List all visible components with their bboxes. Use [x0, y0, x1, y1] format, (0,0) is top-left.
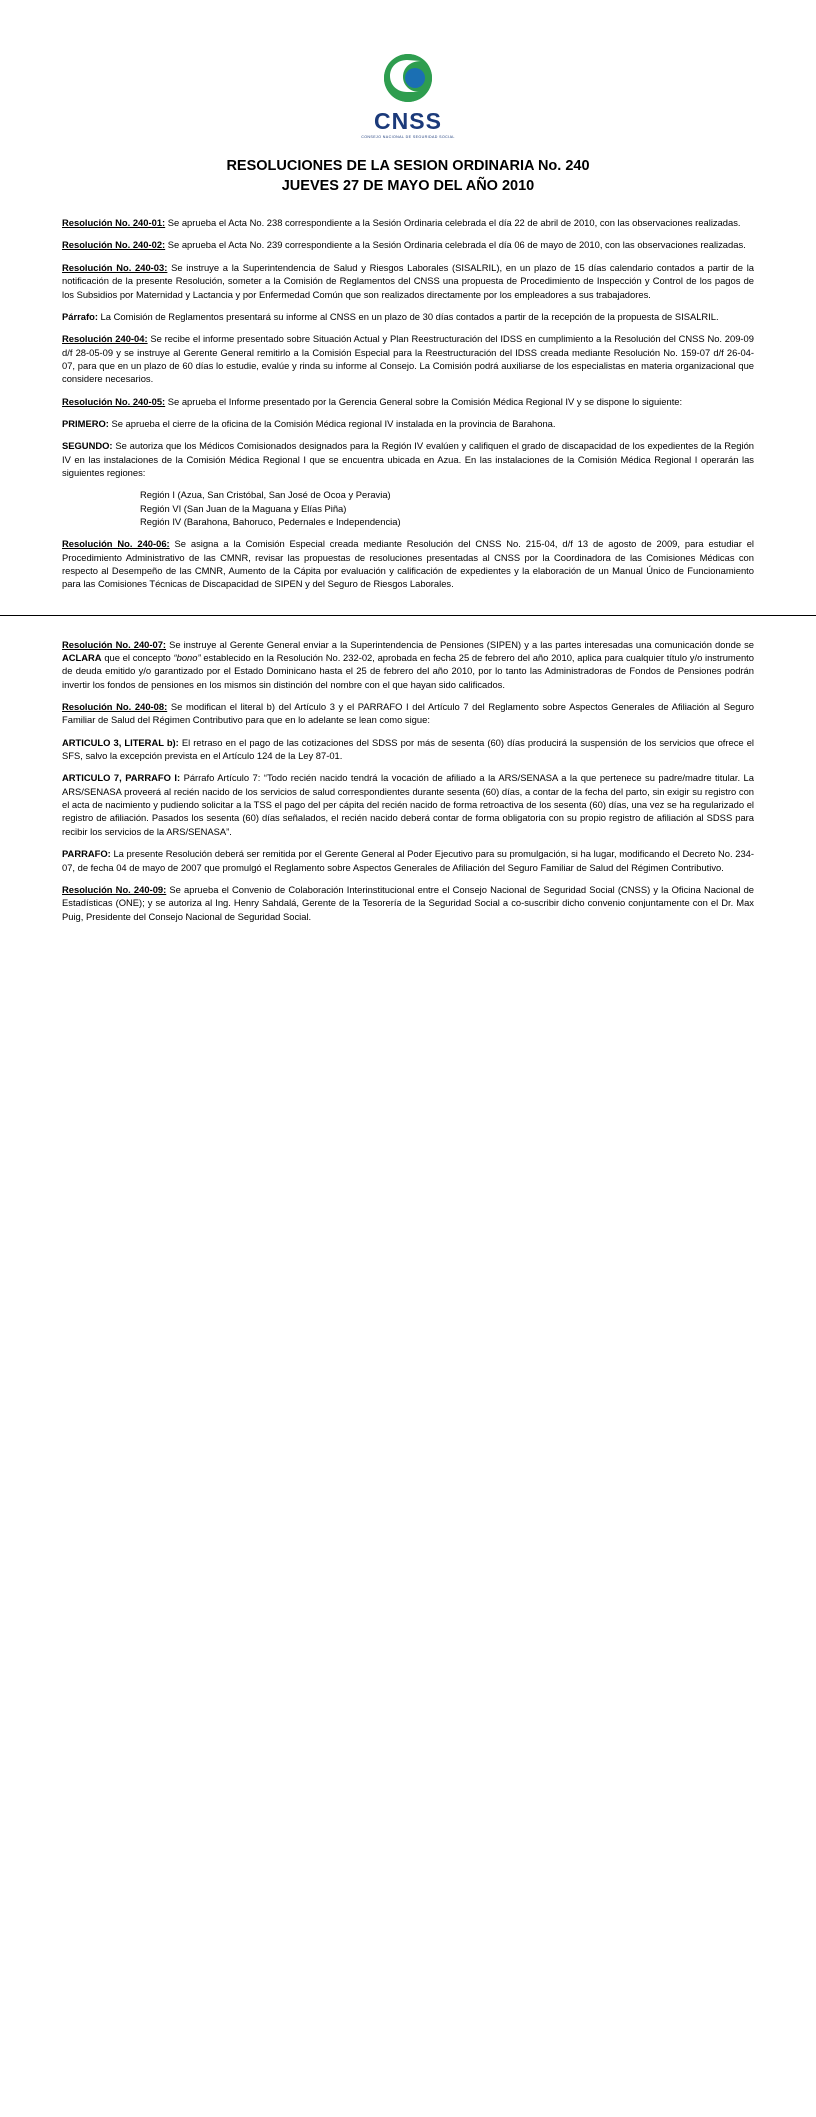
lead-parrafo-1: Párrafo:	[62, 310, 98, 322]
lead-primero: PRIMERO:	[62, 417, 109, 429]
lead-parrafo-2: PARRAFO:	[62, 848, 111, 860]
text-res-240-07-part3: establecido en la Resolución No. 232-02, aprobada en fecha 25 de febrero del año 2010, aplica para cualquier título y/o instrumento de deuda emitido y/o garantizado por el Estado Dominicano hasta el 25 de febrero del año 2010, por lo tanto las Administradoras de Fondos de Pensiones podrán invertir los fondos de pensiones en los mismos sin distinción del nombre con el que hayan sido calificados.	[62, 652, 754, 690]
paragraph-res-240-09	[62, 883, 754, 923]
document-sheet	[0, 0, 816, 591]
text-res-240-07-aclara: ACLARA	[62, 652, 102, 664]
paragraph-res-240-07	[62, 638, 754, 691]
text-res-240-08: Se modifican el literal b) del Artículo 3 y el PARRAFO I del Artículo 7 del Reglamento sobre Aspectos Generales de Afiliación al Seguro Familiar de Salud del Régimen Contributivo para que en lo adelante se lean como sigue:	[62, 701, 755, 726]
paragraph-parrafo-2	[62, 847, 754, 874]
text-res-240-02: Se aprueba el Acta No. 239 correspondiente a la Sesión Ordinaria celebrada el día 06 de mayo de 2010, con las observaciones realizadas.	[165, 239, 746, 251]
text-res-240-05: Se aprueba el Informe presentado por la Gerencia General sobre la Comisión Médica Regional IV y se dispone lo siguiente:	[165, 395, 683, 407]
logo-subtitle: CONSEJO NACIONAL DE SEGURIDAD SOCIAL	[361, 135, 455, 139]
region-item-1: Región I (Azua, San Cristóbal, San José de Ocoa y Peravia)	[140, 489, 391, 501]
text-segundo: Se autoriza que los Médicos Comisionados designados para la Región IV evalúen y califiquen el grado de discapacidad de los expedientes de la Región IV en las instalaciones de la Comisión Médica Regional I que se encuentra ubicada en Azua. En las instalaciones de la Comisión Médica Regional I operarán las siguientes regiones:	[62, 440, 754, 478]
paragraph-res-240-05	[62, 395, 754, 408]
page-title	[62, 157, 754, 196]
lead-res-240-03: Resolución No. 240-03:	[62, 261, 168, 273]
lead-res-240-04: Resolución 240-04:	[62, 333, 148, 345]
paragraph-res-240-06	[62, 537, 754, 590]
text-parrafo-2: La presente Resolución deberá ser remitida por el Gerente General al Poder Ejecutivo para su promulgación, si ha lugar, modificando el Decreto No. 234-07, de fecha 04 de mayo de 2007 que promulgó el Reglamento sobre Aspectos Generales de Afiliación del Seguro Familiar de Salud del Régimen Contributivo.	[62, 848, 754, 873]
title-line-2: JUEVES 27 DE MAYO DEL AÑO 2010	[281, 177, 535, 194]
lead-res-240-08: Resolución No. 240-08:	[62, 701, 168, 713]
paragraph-primero	[62, 417, 754, 430]
paragraph-res-240-02	[62, 238, 754, 251]
text-res-240-07-part1: Se instruye al Gerente General enviar a la Superintendencia de Pensiones (SIPEN) y a las partes interesadas una comunicación donde se	[166, 638, 754, 650]
document-body-page-1	[62, 216, 754, 591]
lead-res-240-05: Resolución No. 240-05:	[62, 395, 166, 407]
document-body-page-2	[0, 616, 816, 923]
text-articulo-3: El retraso en el pago de las cotizaciones del SDSS por más de sesenta (60) días producirá la suspensión de los servicios que ofrece el SFS, salvo la excepción prevista en el Artículo 124 de la Ley 87-01.	[62, 736, 754, 762]
lead-articulo-3: ARTICULO 3, LITERAL b):	[62, 736, 179, 748]
paragraph-res-240-03	[62, 261, 754, 301]
paragraph-res-240-04	[62, 332, 754, 385]
lead-res-240-01: Resolución No. 240-01:	[62, 217, 166, 229]
lead-res-240-06: Resolución No. 240-06:	[62, 538, 170, 550]
text-res-240-07-part2: que el concepto	[101, 652, 174, 664]
text-res-240-06: Se asigna a la Comisión Especial creada mediante Resolución del CNSS No. 215-04, d/f 13 de agosto de 2009, para estudiar el Procedimiento Administrativo de las CMNR, revisar las propuestas de resoluciones presentadas al CNSS por la Coordinadora de las Comisiones Médicas con respecto al Desempeño de las CMNR, Aumento de la Cápita por evaluación y calificación de expedientes y la elaboración de un Manual Único de Funcionamiento para las Comisiones Técnicas de Discapacidad de SIPEN y del Seguro de Riesgos Laborales.	[62, 538, 755, 590]
region-item-3: Región IV (Barahona, Bahoruco, Pedernales e Independencia)	[140, 515, 401, 527]
logo-acronym: CNSS	[374, 108, 442, 134]
paragraph-res-240-01	[62, 216, 754, 229]
text-res-240-09: Se aprueba el Convenio de Colaboración Interinstitucional entre el Consejo Nacional de Seguridad Social (CNSS) y la Oficina Nacional de Estadísticas (ONE); y se autoriza al Ing. Henry Sahdalá, Gerente de la Tesorería de la Seguridad Social a co-suscribir dicho convenio conjuntamente con el Dr. Max Puig, Presidente del Consejo Nacional de Seguridad Social.	[62, 883, 754, 922]
paragraph-segundo	[62, 439, 754, 479]
text-primero: Se aprueba el cierre de la oficina de la Comisión Médica regional IV instalada en la provincia de Barahona.	[108, 417, 556, 429]
text-res-240-04: Se recibe el informe presentado sobre Situación Actual y Plan Reestructuración del IDSS en cumplimiento a la Resolución del CNSS No. 209-09 d/f 28-05-09 y se instruye al Gerente General remitirlo a la Comisión Especial para la Reestructuración del IDSS creada mediante Resolución No. 159-07 d/f 26-04-07, para que en un plazo de 60 días lo estudie, evalúe y rinda su informe al Consejo. La Comisión podrá auxiliarse de los especialistas en materia organizacional que considere necesarios.	[62, 333, 754, 385]
title-line-1: RESOLUCIONES DE LA SESION ORDINARIA No. 240	[226, 158, 590, 174]
paragraph-articulo-7	[62, 771, 754, 838]
lead-res-240-02: Resolución No. 240-02:	[62, 239, 166, 251]
paragraph-res-240-08	[62, 700, 754, 727]
lead-segundo: SEGUNDO:	[62, 440, 113, 452]
logo-container	[62, 0, 754, 143]
regions-list	[62, 488, 754, 528]
paragraph-parrafo-1	[62, 310, 754, 323]
text-res-240-03: Se instruye a la Superintendencia de Salud y Riesgos Laborales (SISALRIL), en un plazo de 15 días calendario contados a partir de la notificación de la presente Resolución, someter a la Comisión de Reglamentos del CNSS una propuesta de Procedimiento de Inspección y Control de los pagos de los Subsidios por Maternidad y Lactancia y por Enfermedad Común que son realizados directamente por los empleadores a sus trabajadores.	[62, 261, 754, 300]
cnss-logo	[361, 52, 455, 139]
lead-res-240-07: Resolución No. 240-07:	[62, 638, 167, 650]
text-articulo-7: Párrafo Artículo 7: “Todo recién nacido tendrá la vocación de afiliado a la ARS/SENASA a la que pertenece su padre/madre titular. La ARS/SENASA proveerá al recién nacido de los servicios de salud correspondientes durante sesenta (60) días, a contar de la fecha del parto, sin exigir su registro con el acta de nacimiento y pudiendo solicitar a la TSS el pago del per cápita del recién nacido de forma retroactiva de los sesenta (60) días, una vez se ha regularizado el registro de afiliación. Pasados los sesenta (60) días señalados, el recién nacido deberá contar de forma obligatoria con su propio registro de afiliación al SDSS para recibir los servicios de la ARS/SENASA”.	[62, 772, 754, 837]
lead-articulo-7: ARTICULO 7, PARRAFO I:	[62, 772, 181, 784]
cnss-logo-icon	[377, 52, 439, 108]
paragraph-articulo-3	[62, 736, 754, 763]
text-parrafo-1: La Comisión de Reglamentos presentará su informe al CNSS en un plazo de 30 días contados a partir de la recepción de la propuesta de SISALRIL.	[97, 310, 719, 322]
lead-res-240-09: Resolución No. 240-09:	[62, 883, 167, 895]
region-item-2: Región VI (San Juan de la Maguana y Elías Piña)	[140, 502, 347, 514]
text-res-240-07-bono: “bono”	[173, 652, 201, 664]
text-res-240-01: Se aprueba el Acta No. 238 correspondiente a la Sesión Ordinaria celebrada el día 22 de abril de 2010, con las observaciones realizadas.	[165, 217, 741, 229]
